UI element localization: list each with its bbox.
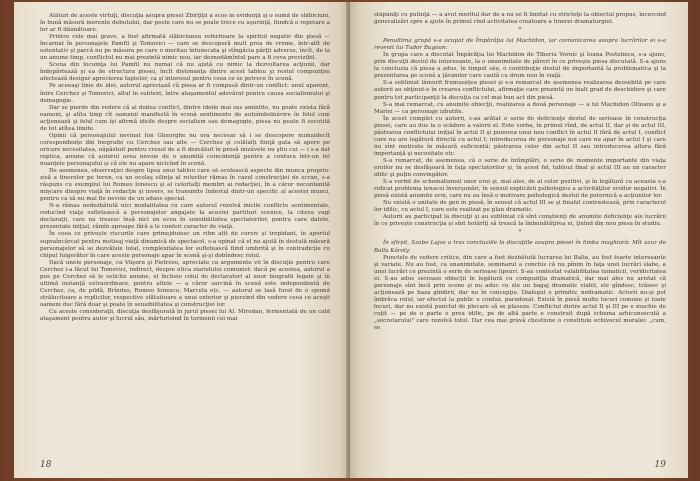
section-separator: * <box>518 27 522 34</box>
paragraph: În acest complet cu autorii, s-au arătat o serie de deficienţe destul de serioase în construcţia piesei, care au dus la o scădere a valorii ei. Este vorba, în primul rînd, de actul II, dar şi de actul III, păstrarea conflictului iniţial în actul II şi punerea unui nou conflict în actul II fără de actul I, conflict care nu are legătură directă cu actul I; introducerea de personaje noi care nu apar în actul I şi care nu sînt motivate în măsură suficientă; păstrarea celor din actul II sau introducerea altora fără importanţă şi necesitate etc. <box>374 115 666 157</box>
paragraph: Dacă unele personaje, ca Viişoru şi Pietrosu, apreciate ca argumente vii în discuţie pentru care Cerchez i-a făcut lui Tomovici, indirect, despre etica ziaristului comunist: dacă pe acestea, autorul a pus pe Cerchez să le solicite anume, el încheie rolul de declaratori al unor biografii legate şi în ultimă instanţă extraordinare, pentru altele — a căror sarcină în scenă este independentă de Cerchez, ca, de pildă, Brîndus, Romeo Ionescu, Marcela etc. — autorul se lasă furat de o spumă strălucitoare a replicilor, respective sfătuitoare a unui exterior şi pierzînd din vedere ceea ce aceşti oameni duc fără doar şi poate în sensibilitatea şi construcţiei lor. <box>40 259 330 308</box>
right-page-text <box>374 12 666 440</box>
paragraph: Opinii că personajului nevinat Ion Gheorghe nu era necesar să i se descopere numaidecît corespondenţe din biografie cu Cerchez sau alte — Cerchez şi celălalţi fiinţă gata să apere pe oricare necesitatea, năpăstuit pentru crezul de a fi dezvăluit în presă mizăvele nu ştiu cui — i s-a dat replica, anume că autorul avea nevoie de o anumită coincidenţă pentru a contura într-un fel nuanţele personajului şi că ele nu apare nicicînd în scenă. <box>40 132 330 167</box>
section-intro: Penultima grupă s-a ocupat de Împărăţia lui Machidon, iar comunicarea asupra lucrărilor ei s-a revenit lui Tudor Bugoan: <box>374 38 666 52</box>
paragraph: Printre cele mai grave, a fost afirmată slăbiciunea referitoare la spiritul negativ din piesă — încarnat în personajele Pamfil şi Tomovici — care se descoperă mult prea de vreme, într-atît de ostentativ şi parcă nu pe măsura pe care o meritau întunecata şi stîngăcia părţii adverse, încît, de la un anume timp, conflictul nu mai prezintă nimic nou, iar deznodămîntul pare a fi ceva previzibil. <box>40 34 330 62</box>
paragraph: S-a remarcat, de asemenea, că o serie de întîmplări, o serie de momente importante din viaţa eroilor nu se desfăşoară în faţa spectatorilor şi, în acest fel, tabloul final şi actul III au un caracter idilic şi puţin convingător. <box>374 157 666 179</box>
paragraph: Autorii au participat la discuţii şi au subliniat că sînt conştienţi de anumite deficienţe ale lucrării în ce priveşte construcţia şi sînt hotărîţi să treacă la îmbunătăţirea ei, ţinînd din nou piesa în studiu. <box>374 214 666 228</box>
paragraph: S-a subliniat lămurit frumuseţea piesei şi s-a remarcat de asemenea realizarea deosebită pe care autorii au obţinut-o în crearea conflictului, afirmaţie care prezintă un înalt grad de deschidere şi care pentru tot participanţii la discuţia ca cel mai bun act din piesă. <box>374 80 666 101</box>
paragraph: De asemenea, observaţiei despre lipsa unui tablou care să ocolească aspecte din munca propriu-zisă a tinerelor pe teren, ca un ocolaş silinţa al rolurilor rămas în cazul construcţiei de ecran, s-a răspuns cu exemplul lui Romeo Ionescu şi al celorlalţi membri ai redacţiei, în a căror necontenită mişcare dinspre viaţă în redacţie şi invers, se transmite îndestul dintr-un specific al acestei munci, pentru ca să nu mai fie nevoie de un adaos special. <box>40 168 330 203</box>
left-page-text <box>40 13 330 442</box>
paragraph: Nu există o unitate de gen în piesă, în sensul că actul III se şi finalul contrastează, prin caracterul lor idilic, cu actul I, care este realizat pe plan dramatic. <box>374 200 666 214</box>
paragraph: Punctele de vedere critice, din care a fost dezbătută lucrarea lui Balla, au fost foarte interesante şi variate. Nu au fost, ca unanimitate, seminarul a conchis că nu pînim în faţa unei lucrări slabe, a unei lucrări ce prezintă o serie de serioase lipsuri. S-au contestat valabilitatea tematicii, veridicitatea ei. S-au adus serioase obiecţii în legătură cu compoziţia dramatică, dar mai ales nu aristat că personaje sînt încă prin scene şi nu aduc cu ele un bagaj dramatic viabil, ele gîndesc, trăiesc şi acţionează pe baza gîndirii, dar nu în concepţie. Dialogul e primitiv, nedramatic. Actorii nu-şi pot îmbrăca rolul, iar efectul la public e confuz, paradoxal. Există în piesă multe locuri comune şi toate locuri, dar nu există punctul de plecare să se plaseze. Conflictul dintre actul II şi III pe e muchie de cuţit — pe de o parte e prea idilic, pe de altă parte e construit după schema arhicunoscută a „secretarului" care rezolvă totul. Dar cea mai gravă chestiune o constituie echivocul moralei: „cum, se <box>374 254 666 332</box>
section-intro: În sfîrşit, Szabo Lajos a tras concluziile la discuţiile asupra piesei în limba maghiară: Mît acur de Balla Károly: <box>374 240 666 254</box>
paragraph: stăpâniţi cu putinţă — a avut meritul dar de a nu se fi limitat cu stricteţe la obiectul propus, încercînd generalizări spre a ajute în primul rînd activitatea creatoare a tinerei dramaturgiei. <box>374 12 666 26</box>
paragraph: Alături de aceste virtuţi, discuţia asupra piesei Zbirţiţii a scos în evidenţă şi o sumă de slăbiciuni, în bună măsură inerente debutului, dar peste care nu se poate trece cu uşurinţă, fiindcă o repetare a lor ar fi dăunătoare. <box>40 13 330 34</box>
paragraph: Pe aceeaşi linie de idei, autorul apreciază că piesa ar fi compusă dintr-un conflict: unul aparent, între Cerchez şi Tomovici, altul în subtext, între ataşamentul adevărat pentru cauza socialismului şi demagogie. <box>40 83 330 104</box>
paragraph: S-a mai remarcat, cu anumite obiecţii, realizarea a două personaje — a lui Machidon Olteanu şi a Mariei — ca personaje izbutite. <box>374 101 666 115</box>
paragraph: În ceea ce priveşte riscurile care primejduiesc un ritm atît de cursiv şi trepidant, în aportul supraîncărcat pentru metisaj viaţă dinamică de spectacol, s-a opinat că el nu ajută în destulă măsură personajelor să se dezvăluie total, complexitatea lor sufletească fiind umbrită şi în contradicţie cu chipul fulgerător în care aceste personaje apar în scenă şi-şi dobîndesc rolul. <box>40 231 330 259</box>
paragraph: Cu aceste consideraţii, discuţia desfăşurată în jurul piesei lui Al. Mirodan, fermentată de un cald ataşament pentru autor şi lucrul său, mărturisind în termenii cei mai <box>40 308 330 323</box>
section-separator: * <box>518 229 522 236</box>
paragraph: Dar se pierde din vedere că al doilea conflict, dintre ideile mai sus amintite, nu poate exista fără oameni, şi atîta timp cît oamenii manifestă în scenă sentimente de autoîmbolnăvire în felul cum acţionează şi felul cum îşi afirmă ideile despre socialism sau demagogie, piesa nu poate fi socotită de tot atîtea limite. <box>40 104 330 132</box>
left-page <box>14 2 348 478</box>
right-page-number: 19 <box>654 460 666 470</box>
paragraph: În grupa care a discutat Împărăţia lui Machidon de Tiberiu Vornic şi Ioana Postelnica, s-a ajuns, prin discuţii destul de interesante, la o unanimitate de păreri în ce priveşte piesa discutată. S-a ajuns la concluzia că piesa a adus, în timpul său, o contribuţie destul de importantă la problematica şi la prezentarea pe scenă a ţăranilor care caută cu drum nou în viaţă. <box>374 52 666 80</box>
left-page-number: 18 <box>40 460 52 470</box>
paragraph: Scena din locuinţa lui Pamfil nu numai că nu ajută cu nimic la dezvoltarea acţiunii, dar îndepărtează şi ea de structura piesei, încît distonanţa dintre acest tablou şi restul compoziţiei afectează desigur aprecierea faptelor, ca şi interesul pentru ceea ce se petrece în scenă. <box>40 62 330 83</box>
paragraph: S-a vorbit de schematismul unor eroi şi, mai ales, de al celor pozitivi, şi în legătură cu aceasta s-a ridicat problema tenacei înverşunări, în sensul explicării psihologice a activităţilor eroilor negativi. În piesă există anumite eroi, care nu au însă o motivare psihologică destul de puternică a acţiunilor lor. <box>374 179 666 200</box>
right-page <box>350 2 688 478</box>
paragraph: N-a rămas nedezbătută nici modalitatea cu care autorul rezolvă micile conflicte sentimentale, reducînd viaţa sufletească a personajelor angajate la acestei partituri scenice, la citeva vagi declaraţii, care nu trezesc însă nici un ecou în sensibilitatea spectatorilor, pentru care datele, prezentate iniţial, rămîn aproape fără a le conferi caracter de viaţă. <box>40 203 330 231</box>
